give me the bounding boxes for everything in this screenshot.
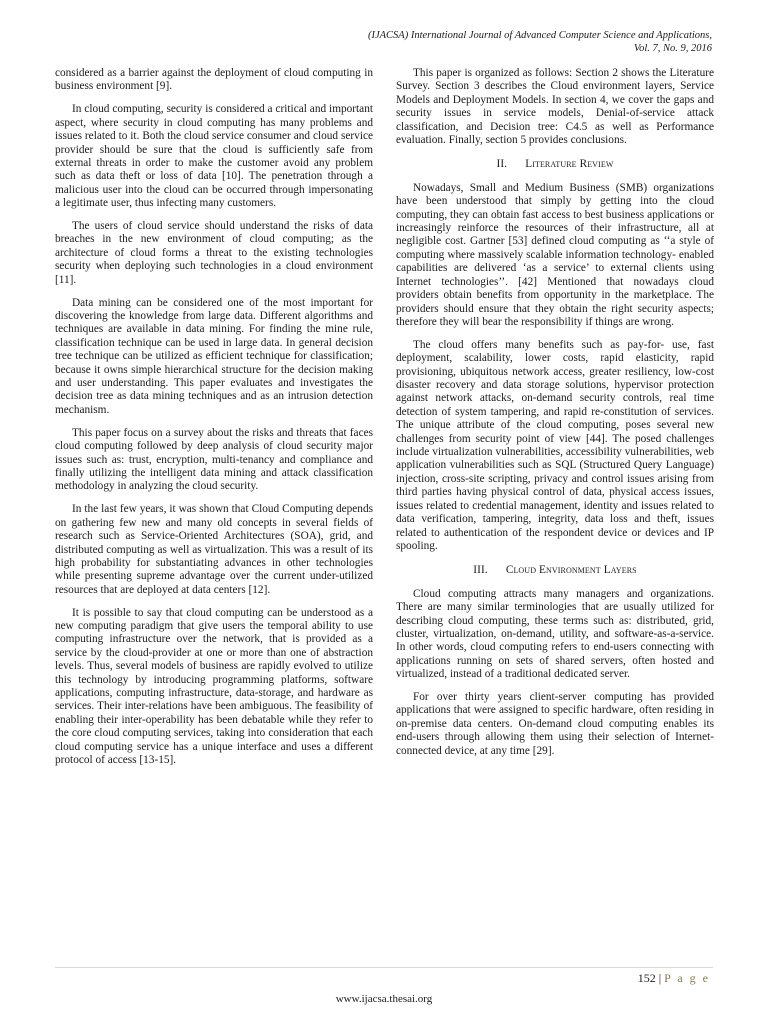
paragraph: For over thirty years client-server computing has provided applications that were assigned to specific hardware, often residing in on-premise data centers. On-demand cloud computing enables its end-users through allowing them using their selection of Internet-connected device, at any time [29]. (396, 691, 714, 757)
footer-divider (55, 967, 713, 968)
section-title: Literature Review (525, 158, 614, 171)
paragraph: considered as a barrier against the deployment of cloud computing in business environment [9]. (55, 67, 373, 93)
journal-volume: Vol. 7, No. 9, 2016 (633, 43, 712, 54)
paragraph: The users of cloud service should understand the risks of data breaches in the new environment of cloud computing; as the architecture of cloud forms a threat to the existing technologies security when deploying such technologies in a cloud environment [11]. (55, 220, 373, 286)
paragraph: The cloud offers many benefits such as pay-for- use, fast deployment, scalability, lower costs, rapid elasticity, rapid provisioning, ubiquitous network access, greater resiliency, low-cost disaster recovery and data storage solutions, hypervisor protection against network attacks, on-demand security controls, real time detection of system tampering, and rapid re-constitution of services. The unique attribute of the cloud computing, poses several new challenges from security point of view [44]. The posed challenges include virtualization vulnerabilities, accessibility vulnerabilities, web application vulnerabilities such as SQL (Structured Query Language) injection, cross-site scripting, privacy and control issues arising from third parties having physical control of data, physical access issues, issues related to credential management, identity and issues related to data verification, tampering, integrity, data loss and theft, issues related to authentication of the respondent device or devices and IP spooling. (396, 338, 714, 552)
paragraph: In cloud computing, security is considered a critical and important aspect, where security in cloud computing has many problems and issues related to it. Both the cloud service consumer and cloud service provider should be sure that the cloud is sufficiently safe from external threats in order to make the customer avoid any problem such as data theft or loss of data [10]. The penetration through a malicious user into the cloud can be occurred through impersonating a legitimate user, thus infecting many customers. (55, 103, 373, 210)
paragraph: In the last few years, it was shown that Cloud Computing depends on gathering few new and many old concepts in several fields of research such as Service-Oriented Architectures (SOA), grid, and distributed computing as well as virtualization. This was a result of its high probability for substantiating advances in other technologies while presenting supreme advantage over the current under-utilized resources that are deployed at data centers [12]. (55, 503, 373, 596)
journal-title: (IJACSA) International Journal of Advanced Computer Science and Applications, (367, 30, 712, 41)
footer-url: www.ijacsa.thesai.org (335, 993, 433, 1005)
section-heading-cloud-environment-layers (396, 564, 714, 577)
paragraph: Cloud computing attracts many managers and organizations. There are many similar terminologies that are usually utilized for describing cloud computing, these terms such as: distributed, grid, cluster, virtualization, on-demand, utility, and software-as-a-service. In other words, cloud computing refers to end-users connecting with applications running on sets of shared servers, often hosted and virtualized, instead of a traditional dedicated server. (396, 587, 714, 681)
section-heading-literature-review (396, 158, 714, 171)
page-number (638, 971, 710, 986)
page-separator: | (655, 971, 665, 985)
paragraph: Nowadays, Small and Medium Business (SMB) organizations have been understood that simply by getting into the cloud computing, they can obtain fast access to best business applications or increasingly reinforce the resources of their infrastructure, all at negligible cost. Gartner [53] defined cloud computing as ‘‘a style of computing where massively scalable information technology- enabled capabilities are delivered ‘as a service’ to external clients using Internet technologies’’. [42] Mentioned that nowadays cloud providers obtain benefits from opportunity in the marketplace. The providers should ensure that they obtain the right security aspects; therefore they will bear the responsibility if things are wrong. (396, 181, 714, 328)
page-number-value: 152 (637, 971, 656, 985)
paragraph: Data mining can be considered one of the most important for discovering the knowledge from large data. Different algorithms and techniques are available in data mining. For finding the mine rule, classification technique can be used in large data. In general decision tree technique can be utilized as efficient technique for classification; because it owns simple hierarchical structure for the decision making and user understanding. This paper evaluates and investigates the decision tree as data mining techniques and as an intrusion detection mechanism. (55, 296, 373, 416)
section-title: Cloud Environment Layers (505, 564, 637, 577)
right-column (396, 67, 714, 768)
paragraph: It is possible to say that cloud computing can be understood as a new computing paradigm that give users the temporal ability to use computing infrastructure over the network, that is provided as a service by the cloud-provider at one or more than one of abstraction levels. Thus, several models of business are rapidly evolved to utilize this technology by introducing programming platforms, software applications, computing infrastructure, data-storage, and hardware as services. Their inter-relations have been ambiguous. The feasibility of enabling their inter-operability has been debatable while they refer to the core cloud computing services, taking into consideration that each cloud computing service has a unique interface and uses a different protocol of access [13-15]. (55, 606, 373, 767)
page-word: P a g e (664, 971, 710, 985)
journal-header (152, 29, 712, 55)
paragraph: This paper is organized as follows: Section 2 shows the Literature Survey. Section 3 describes the Cloud environment layers, Service Models and Deployment Models. In section 4, we cover the gaps and security issues in service models, Denial-of-service attack classification, and Decision tree: C4.5 as well as Performance evaluation. Finally, section 5 provides conclusions. (396, 67, 714, 147)
paragraph: This paper focus on a survey about the risks and threats that faces cloud computing followed by deep analysis of cloud security major issues such as: trust, encryption, multi-tenancy and compliance and finally utilizing the intelligent data mining and attack classification methodology in analyzing the cloud security. (55, 426, 373, 493)
section-number: II. (496, 158, 508, 171)
section-number: III. (473, 564, 488, 577)
left-column (55, 67, 373, 777)
